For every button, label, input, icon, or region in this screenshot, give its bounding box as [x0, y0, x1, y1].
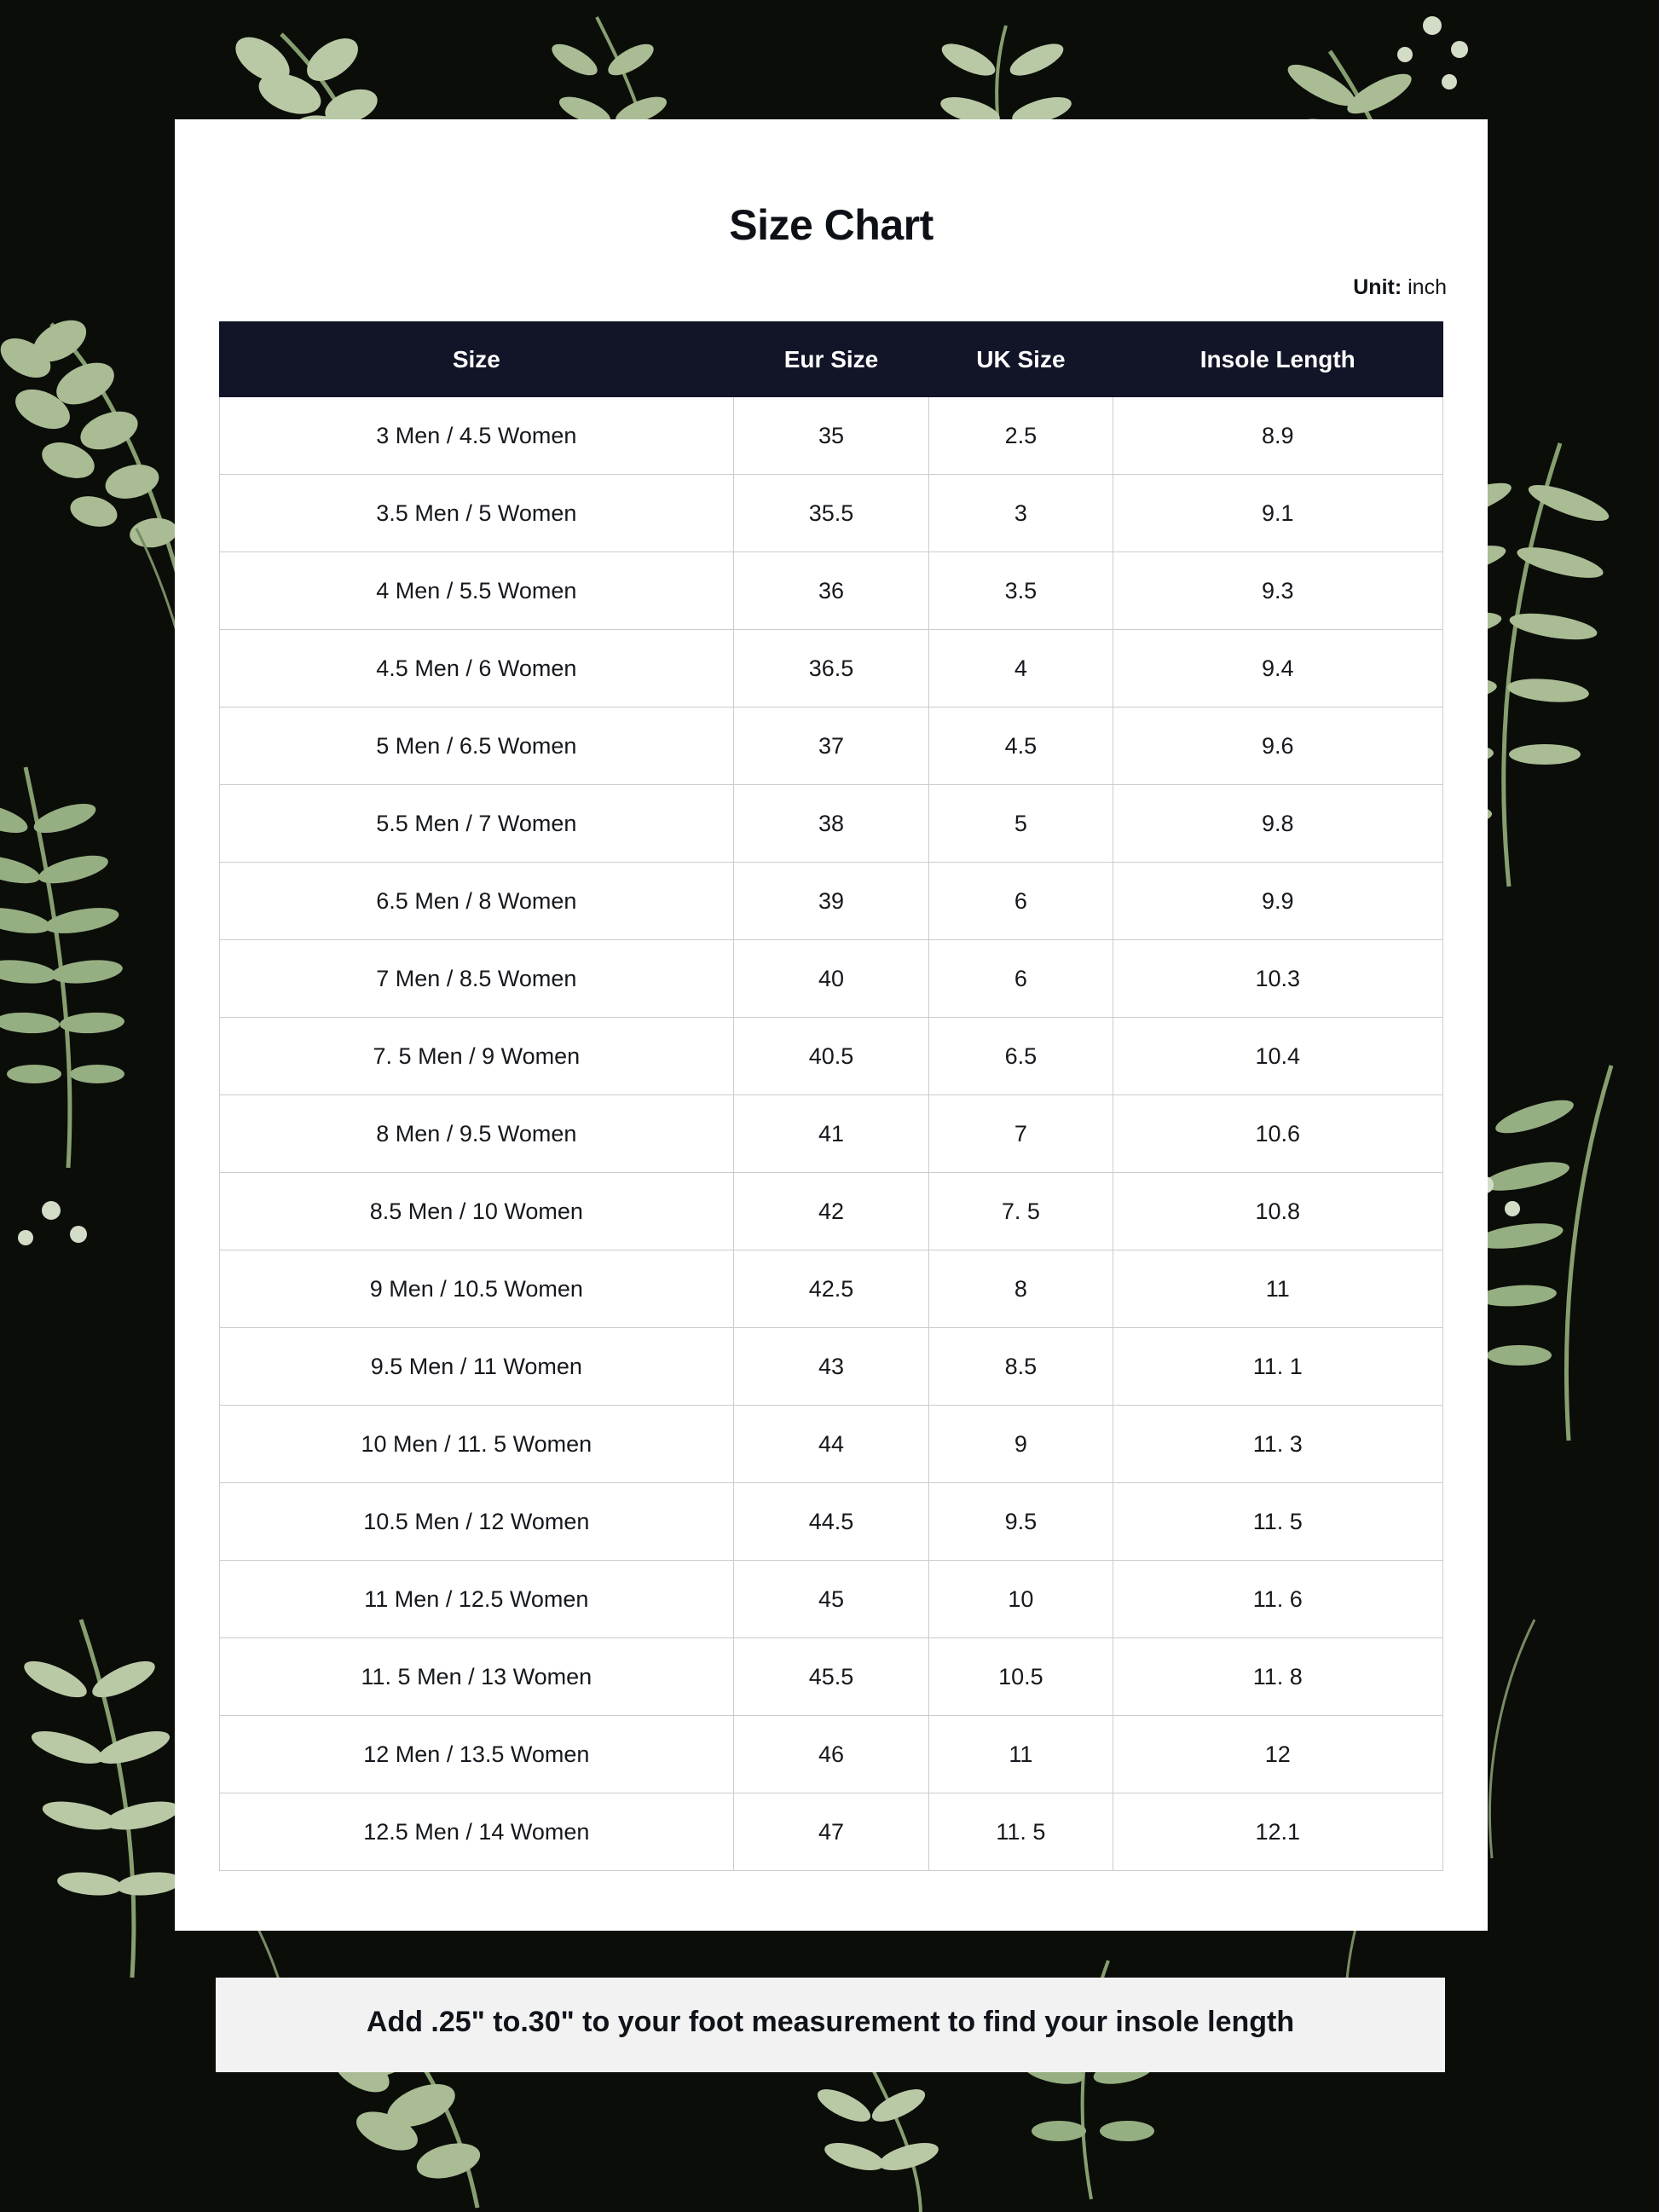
table-row	[220, 475, 1443, 552]
cell-insole: 10.8	[1113, 1173, 1442, 1250]
cell-size: 8.5 Men / 10 Women	[220, 1173, 734, 1250]
cell-insole: 12	[1113, 1716, 1442, 1793]
cell-insole: 10.6	[1113, 1095, 1442, 1173]
table-row	[220, 1483, 1443, 1561]
table-row	[220, 630, 1443, 707]
cell-insole: 10.4	[1113, 1018, 1442, 1095]
cell-uk: 3.5	[929, 552, 1113, 630]
cell-insole: 10.3	[1113, 940, 1442, 1018]
cell-size: 3.5 Men / 5 Women	[220, 475, 734, 552]
cell-insole: 11. 8	[1113, 1638, 1442, 1716]
cell-uk: 2.5	[929, 397, 1113, 475]
cell-insole: 8.9	[1113, 397, 1442, 475]
cell-uk: 10	[929, 1561, 1113, 1638]
table-row	[220, 1716, 1443, 1793]
cell-uk: 3	[929, 475, 1113, 552]
table-row	[220, 940, 1443, 1018]
cell-size: 4 Men / 5.5 Women	[220, 552, 734, 630]
cell-eur: 40.5	[733, 1018, 929, 1095]
cell-insole: 9.6	[1113, 707, 1442, 785]
cell-eur: 47	[733, 1793, 929, 1871]
cell-size: 10 Men / 11. 5 Women	[220, 1406, 734, 1483]
table-row	[220, 863, 1443, 940]
cell-size: 7 Men / 8.5 Women	[220, 940, 734, 1018]
table-row	[220, 1018, 1443, 1095]
cell-insole: 9.1	[1113, 475, 1442, 552]
table-row	[220, 1250, 1443, 1328]
cell-eur: 42.5	[733, 1250, 929, 1328]
cell-uk: 6	[929, 863, 1113, 940]
cell-uk: 8	[929, 1250, 1113, 1328]
table-row	[220, 1173, 1443, 1250]
cell-insole: 11. 5	[1113, 1483, 1442, 1561]
cell-eur: 35	[733, 397, 929, 475]
column-header-uk-size: UK Size	[929, 322, 1113, 397]
table-row	[220, 397, 1443, 475]
cell-size: 3 Men / 4.5 Women	[220, 397, 734, 475]
cell-size: 7. 5 Men / 9 Women	[220, 1018, 734, 1095]
cell-eur: 45.5	[733, 1638, 929, 1716]
cell-eur: 35.5	[733, 475, 929, 552]
cell-eur: 36	[733, 552, 929, 630]
table-row	[220, 1095, 1443, 1173]
cell-uk: 6	[929, 940, 1113, 1018]
cell-size: 9 Men / 10.5 Women	[220, 1250, 734, 1328]
cell-uk: 7	[929, 1095, 1113, 1173]
cell-eur: 44	[733, 1406, 929, 1483]
cell-eur: 44.5	[733, 1483, 929, 1561]
cell-size: 8 Men / 9.5 Women	[220, 1095, 734, 1173]
cell-eur: 45	[733, 1561, 929, 1638]
unit-label: Unit:	[1353, 275, 1402, 299]
cell-insole: 11. 1	[1113, 1328, 1442, 1406]
cell-uk: 11. 5	[929, 1793, 1113, 1871]
cell-uk: 8.5	[929, 1328, 1113, 1406]
table-header-row	[220, 322, 1443, 397]
column-header-insole-length: Insole Length	[1113, 322, 1442, 397]
column-header-eur-size: Eur Size	[733, 322, 929, 397]
cell-uk: 4	[929, 630, 1113, 707]
cell-uk: 11	[929, 1716, 1113, 1793]
table-row	[220, 1638, 1443, 1716]
cell-size: 6.5 Men / 8 Women	[220, 863, 734, 940]
cell-insole: 11. 6	[1113, 1561, 1442, 1638]
cell-eur: 37	[733, 707, 929, 785]
cell-insole: 12.1	[1113, 1793, 1442, 1871]
cell-insole: 9.8	[1113, 785, 1442, 863]
cell-size: 12.5 Men / 14 Women	[220, 1793, 734, 1871]
column-header-size: Size	[220, 322, 734, 397]
table-row	[220, 1406, 1443, 1483]
cell-insole: 11	[1113, 1250, 1442, 1328]
page-title: Size Chart	[729, 201, 934, 249]
table-body	[220, 397, 1443, 1871]
cell-eur: 40	[733, 940, 929, 1018]
table-row	[220, 785, 1443, 863]
cell-uk: 10.5	[929, 1638, 1113, 1716]
cell-eur: 43	[733, 1328, 929, 1406]
cell-insole: 9.3	[1113, 552, 1442, 630]
cell-size: 9.5 Men / 11 Women	[220, 1328, 734, 1406]
cell-size: 10.5 Men / 12 Women	[220, 1483, 734, 1561]
cell-size: 5 Men / 6.5 Women	[220, 707, 734, 785]
size-table	[219, 321, 1443, 1871]
cell-size: 11. 5 Men / 13 Women	[220, 1638, 734, 1716]
cell-eur: 39	[733, 863, 929, 940]
cell-uk: 9.5	[929, 1483, 1113, 1561]
cell-uk: 6.5	[929, 1018, 1113, 1095]
unit-value: inch	[1408, 275, 1447, 299]
table-row	[220, 707, 1443, 785]
cell-uk: 4.5	[929, 707, 1113, 785]
cell-size: 4.5 Men / 6 Women	[220, 630, 734, 707]
cell-uk: 9	[929, 1406, 1113, 1483]
cell-eur: 46	[733, 1716, 929, 1793]
cell-insole: 9.9	[1113, 863, 1442, 940]
cell-eur: 41	[733, 1095, 929, 1173]
cell-eur: 42	[733, 1173, 929, 1250]
size-table-wrapper	[175, 300, 1488, 1871]
size-chart-sheet	[175, 119, 1488, 1931]
cell-size: 12 Men / 13.5 Women	[220, 1716, 734, 1793]
cell-uk: 5	[929, 785, 1113, 863]
unit-row	[175, 250, 1488, 300]
cell-eur: 38	[733, 785, 929, 863]
table-row	[220, 1793, 1443, 1871]
cell-insole: 9.4	[1113, 630, 1442, 707]
cell-size: 5.5 Men / 7 Women	[220, 785, 734, 863]
table-row	[220, 1328, 1443, 1406]
table-head	[220, 322, 1443, 397]
cell-uk: 7. 5	[929, 1173, 1113, 1250]
cell-size: 11 Men / 12.5 Women	[220, 1561, 734, 1638]
cell-insole: 11. 3	[1113, 1406, 1442, 1483]
table-row	[220, 552, 1443, 630]
cell-eur: 36.5	[733, 630, 929, 707]
footnote-banner: Add .25" to.30" to your foot measurement to find your insole length	[216, 1978, 1445, 2072]
table-row	[220, 1561, 1443, 1638]
